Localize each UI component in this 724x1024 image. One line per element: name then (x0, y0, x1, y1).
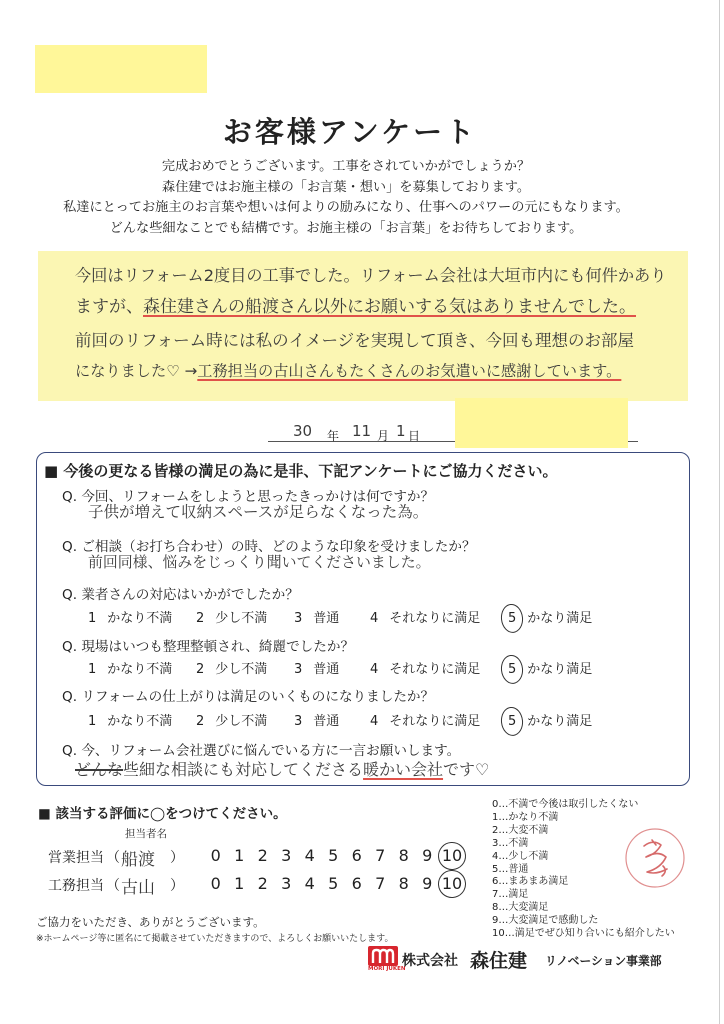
question-site-tidiness: Q. 現場はいつも整理整頓され、綺麗でしたか？ (62, 639, 355, 655)
scale-number: 6 (351, 874, 362, 893)
options-finish-quality (37, 710, 689, 728)
intro-line: どんな些細なことでも結構です。お施主様の「お言葉」をお待ちしております。 (109, 220, 583, 236)
comment-line (75, 292, 636, 317)
option-2 (196, 710, 267, 729)
scale-number: 7 (375, 846, 386, 865)
company-division: リノベーション事業部 (545, 954, 662, 968)
mori-juken-logo-icon (368, 946, 398, 966)
intro-line: 完成おめでとうございます。工事をされていかがでしょうか？ (161, 159, 531, 174)
paren-close: ） (170, 850, 184, 866)
scan-edge (719, 0, 720, 1024)
scale-number: 1 (234, 874, 245, 893)
page-title: お客様アンケート (222, 115, 478, 149)
option-4 (370, 658, 480, 677)
logo-caption: MORI JUKEN (368, 966, 406, 972)
publication-note: ※ホームページ等に匿名にて掲載させていただきますので、よろしくお願いいたします。 (36, 934, 394, 944)
option-5 (508, 710, 592, 729)
survey-header: ■ 今後の更なる皆様の満足の為に是非、下記アンケートにご協力ください。 (44, 462, 558, 480)
date-year: 30 (293, 422, 313, 440)
scale-number: 6 (351, 846, 362, 865)
option-3 (294, 607, 339, 626)
option-number: 1 (88, 662, 97, 677)
date-day-label: 日 (408, 429, 421, 443)
option-3 (294, 658, 339, 677)
question-contractor: Q. 業者さんの対応はいかがでしたか？ (62, 587, 299, 603)
scale-number: 10 (439, 874, 465, 893)
comment-line (75, 360, 621, 381)
answer-consultation: 前回同様、悩みをじっくり聞いてくださいました。 (88, 553, 431, 571)
redacted-highlight-top (35, 45, 207, 93)
date-month-label: 月 (377, 429, 390, 443)
scale-number: 5 (328, 874, 339, 893)
option-label: 少し不満 (215, 662, 268, 677)
option-1 (88, 658, 172, 677)
option-number: 5 (508, 714, 517, 729)
option-1 (88, 710, 172, 729)
option-number: 3 (294, 662, 303, 677)
comment-text: ますが、 (75, 297, 143, 317)
legend-item: 3…不満 (492, 837, 529, 849)
rating-scale (204, 874, 465, 893)
option-label: 少し不満 (215, 611, 268, 626)
option-4 (370, 710, 480, 729)
answer-advice (75, 757, 489, 780)
paren-open: （ (106, 878, 120, 894)
comment-text: になりました♡ → (75, 362, 198, 380)
company-prefix: 株式会社 (402, 953, 458, 969)
option-number: 2 (196, 611, 205, 626)
option-label: かなり不満 (107, 611, 173, 626)
legend-item: 8…大変満足 (492, 902, 549, 914)
option-number: 2 (196, 714, 205, 729)
intro-line: 森住建ではお施主様の「お言葉・想い」を募集しております。 (161, 179, 531, 195)
option-5 (508, 658, 592, 677)
option-label: 少し不満 (215, 714, 268, 729)
option-label: かなり満足 (527, 714, 593, 729)
comment-text-underlined: 森住建さんの船渡さん以外にお願いする気はありませんでした。 (143, 297, 636, 317)
legend-item: 5…普通 (492, 863, 529, 875)
date-year-label: 年 (327, 429, 340, 443)
legend-item: 1…かなり不満 (492, 811, 559, 823)
scale-number: 2 (257, 846, 268, 865)
scale-number: 2 (257, 874, 268, 893)
scale-number: 4 (304, 874, 315, 893)
option-5 (508, 607, 592, 626)
scale-number: 1 (234, 846, 245, 865)
question-consultation: Q. ご相談（お打ち合わせ）の時、どのような印象を受けましたか？ (62, 539, 476, 555)
scale-number: 0 (210, 874, 221, 893)
staff-name-label: 担当者名 (125, 828, 167, 840)
thanks-message: ご協力をいただき、ありがとうございます。 (36, 915, 265, 929)
legend-item: 7…満足 (492, 889, 529, 901)
option-number: 3 (294, 611, 303, 626)
rating-header: ■ 該当する評価に◯をつけてください。 (38, 806, 287, 822)
role-label: 工務担当 (48, 878, 104, 894)
staff-name: 船渡 (121, 850, 155, 870)
staff-name: 古山 (121, 878, 155, 898)
option-label: それなりに満足 (389, 714, 481, 729)
paren-open: （ (106, 850, 120, 866)
options-contractor (37, 607, 689, 625)
comment-line (75, 327, 634, 351)
redacted-name-highlight (455, 398, 628, 448)
option-3 (294, 710, 339, 729)
option-number: 4 (370, 611, 379, 626)
legend-item: 2…大変不満 (492, 824, 549, 836)
option-number: 1 (88, 714, 97, 729)
answer-text-underlined: 暖かい会社 (363, 760, 444, 779)
survey-box (36, 452, 690, 786)
comment-text: 前回のリフォーム時には私のイメージを実現して頂き、今回も理想のお部屋 (75, 331, 635, 350)
date-day: 1 (396, 422, 406, 440)
scale-number: 3 (281, 874, 292, 893)
scale-number: 4 (304, 846, 315, 865)
inspector-signature-stamp (622, 826, 688, 890)
options-site-tidiness (37, 658, 689, 676)
answer-struck-text: どんな (75, 760, 124, 779)
legend-item: 6…まあまあ満足 (492, 876, 569, 888)
scale-number: 9 (422, 846, 433, 865)
question-motivation: Q. 今回、リフォームをしようと思ったきっかけは何ですか？ (62, 489, 435, 505)
option-number: 2 (196, 662, 205, 677)
intro-text (0, 157, 692, 239)
option-number: 5 (508, 662, 517, 677)
option-1 (88, 607, 172, 626)
question-advice: Q. 今、リフォーム会社選びに悩んでいる方に一言お願いします。 (62, 743, 461, 759)
legend-item: 0…不満で今後は取引したくない (492, 799, 639, 810)
option-number: 4 (370, 714, 379, 729)
legend-item: 10…満足でぜひ知り合いにも紹介したい (492, 928, 675, 940)
legend-item: 4…少し不満 (492, 850, 549, 862)
answer-motivation: 子供が増えて収納スペースが足らなくなった為。 (88, 503, 429, 521)
option-number: 1 (88, 611, 97, 626)
option-number: 4 (370, 662, 379, 677)
company-name: 森住建 (470, 950, 528, 972)
comment-line (75, 262, 666, 286)
rating-scale (204, 846, 465, 865)
customer-comment-area (38, 251, 688, 401)
role-label: 営業担当 (48, 850, 104, 866)
paren-close: ） (170, 878, 184, 894)
scale-number: 9 (422, 874, 433, 893)
comment-text: 今回はリフォーム2度目の工事でした。リフォーム会社は大垣市内にも何件かあり (75, 266, 667, 285)
scale-number: 5 (328, 846, 339, 865)
question-finish-quality: Q. リフォームの仕上がりは満足のいくものになりましたか？ (62, 689, 435, 705)
date-month: 11 (352, 422, 372, 440)
scale-number: 8 (398, 874, 409, 893)
option-label: それなりに満足 (389, 662, 481, 677)
option-label: かなり満足 (527, 662, 593, 677)
intro-line: 私達にとってお施主のお言葉や想いは何よりの励みになり、仕事へのパワーの元にもなります。 (63, 200, 629, 216)
option-label: かなり満足 (527, 611, 593, 626)
scale-number: 7 (375, 874, 386, 893)
option-number: 3 (294, 714, 303, 729)
option-label: 普通 (313, 611, 340, 626)
option-2 (196, 658, 267, 677)
answer-text: です♡ (443, 760, 490, 779)
scale-number: 0 (210, 846, 221, 865)
option-label: かなり不満 (107, 714, 173, 729)
answer-text: 些細な相談にも対応してくださる (123, 760, 364, 779)
option-label: 普通 (313, 662, 340, 677)
option-4 (370, 607, 480, 626)
option-label: 普通 (313, 714, 340, 729)
option-label: それなりに満足 (389, 611, 481, 626)
legend-item: 9…大変満足で感動した (492, 915, 599, 927)
scale-number: 3 (281, 846, 292, 865)
option-label: かなり不満 (107, 662, 173, 677)
option-number: 5 (508, 611, 517, 626)
comment-text-underlined: 工務担当の古山さんもたくさんのお気遣いに感謝しています。 (197, 362, 622, 380)
scale-number: 10 (439, 846, 465, 865)
option-2 (196, 607, 267, 626)
scale-number: 8 (398, 846, 409, 865)
